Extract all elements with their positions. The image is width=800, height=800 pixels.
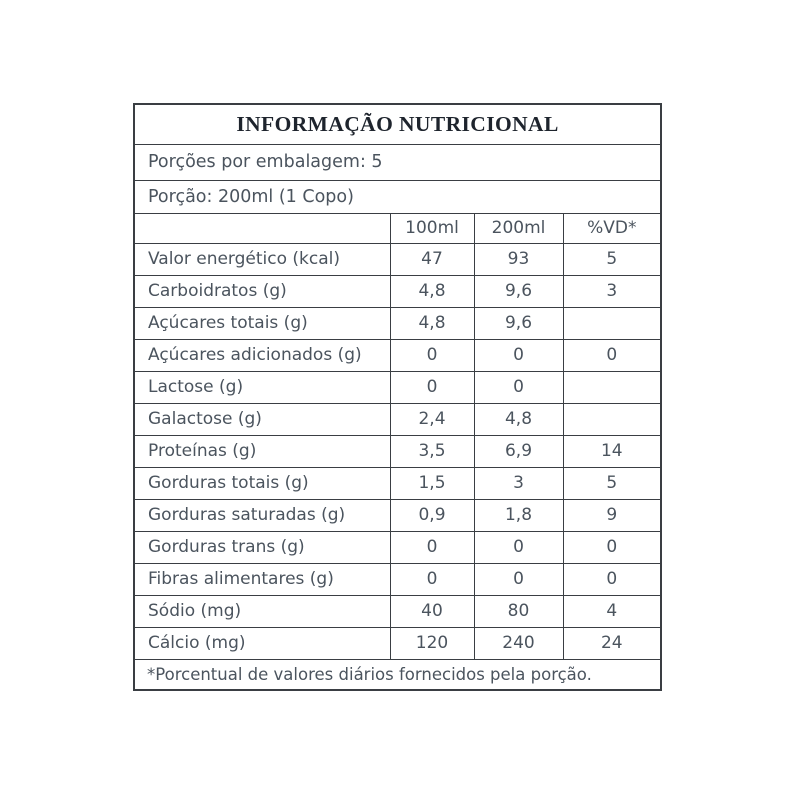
- nutrient-label: Valor energético (kcal): [134, 243, 390, 275]
- value-100ml: 0: [390, 339, 474, 371]
- value-200ml: 0: [474, 531, 563, 563]
- col-header-200ml: 200ml: [474, 213, 563, 243]
- value-100ml: 40: [390, 595, 474, 627]
- value-vd: [563, 307, 661, 339]
- table-row-calcium: [134, 627, 661, 659]
- nutrient-label: Açúcares totais (g): [134, 307, 390, 339]
- value-vd: 0: [563, 563, 661, 595]
- column-header-row: [134, 213, 661, 243]
- table-row-total-fat: [134, 467, 661, 499]
- nutrient-label: Carboidratos (g): [134, 275, 390, 307]
- table-row-protein: [134, 435, 661, 467]
- table-row-carbs: [134, 275, 661, 307]
- table-row-total-sugars: [134, 307, 661, 339]
- value-100ml: 0: [390, 563, 474, 595]
- value-vd: 9: [563, 499, 661, 531]
- nutrient-label: Sódio (mg): [134, 595, 390, 627]
- serving-size: Porção: 200ml (1 Copo): [134, 180, 661, 213]
- value-100ml: 2,4: [390, 403, 474, 435]
- value-vd: 0: [563, 531, 661, 563]
- value-100ml: 3,5: [390, 435, 474, 467]
- table-row-trans-fat: [134, 531, 661, 563]
- value-200ml: 9,6: [474, 275, 563, 307]
- value-200ml: 4,8: [474, 403, 563, 435]
- nutrient-label: Gorduras trans (g): [134, 531, 390, 563]
- value-vd: 5: [563, 243, 661, 275]
- value-100ml: 4,8: [390, 307, 474, 339]
- table-title-row: [134, 104, 661, 144]
- value-200ml: 0: [474, 339, 563, 371]
- footnote: *Porcentual de valores diários fornecidos pela porção.: [134, 659, 661, 690]
- value-vd: 5: [563, 467, 661, 499]
- nutrition-facts-table: [133, 103, 662, 691]
- value-200ml: 3: [474, 467, 563, 499]
- value-100ml: 0: [390, 371, 474, 403]
- table-row-sodium: [134, 595, 661, 627]
- value-200ml: 6,9: [474, 435, 563, 467]
- table-row-saturated-fat: [134, 499, 661, 531]
- servings-per-package-row: [134, 144, 661, 180]
- value-100ml: 0: [390, 531, 474, 563]
- value-100ml: 1,5: [390, 467, 474, 499]
- nutrient-label: Açúcares adicionados (g): [134, 339, 390, 371]
- value-100ml: 4,8: [390, 275, 474, 307]
- nutrient-label: Galactose (g): [134, 403, 390, 435]
- nutrient-label: Lactose (g): [134, 371, 390, 403]
- table-row-lactose: [134, 371, 661, 403]
- value-200ml: 93: [474, 243, 563, 275]
- value-100ml: 120: [390, 627, 474, 659]
- footnote-row: [134, 659, 661, 690]
- value-vd: 3: [563, 275, 661, 307]
- table-title: INFORMAÇÃO NUTRICIONAL: [134, 104, 661, 144]
- nutrient-label: Cálcio (mg): [134, 627, 390, 659]
- col-header-vd: %VD*: [563, 213, 661, 243]
- nutrient-label: Fibras alimentares (g): [134, 563, 390, 595]
- nutrient-label: Proteínas (g): [134, 435, 390, 467]
- col-header-100ml: 100ml: [390, 213, 474, 243]
- table-row-galactose: [134, 403, 661, 435]
- value-vd: [563, 403, 661, 435]
- value-200ml: 80: [474, 595, 563, 627]
- value-200ml: 1,8: [474, 499, 563, 531]
- serving-size-row: [134, 180, 661, 213]
- value-vd: 14: [563, 435, 661, 467]
- table-row-added-sugars: [134, 339, 661, 371]
- value-vd: 0: [563, 339, 661, 371]
- value-100ml: 0,9: [390, 499, 474, 531]
- nutrient-label: Gorduras totais (g): [134, 467, 390, 499]
- value-100ml: 47: [390, 243, 474, 275]
- table-row-energy: [134, 243, 661, 275]
- value-vd: [563, 371, 661, 403]
- value-200ml: 240: [474, 627, 563, 659]
- servings-per-package: Porções por embalagem: 5: [134, 144, 661, 180]
- value-200ml: 0: [474, 563, 563, 595]
- table-row-fiber: [134, 563, 661, 595]
- col-header-empty: [134, 213, 390, 243]
- value-200ml: 9,6: [474, 307, 563, 339]
- value-vd: 24: [563, 627, 661, 659]
- value-vd: 4: [563, 595, 661, 627]
- value-200ml: 0: [474, 371, 563, 403]
- nutrient-label: Gorduras saturadas (g): [134, 499, 390, 531]
